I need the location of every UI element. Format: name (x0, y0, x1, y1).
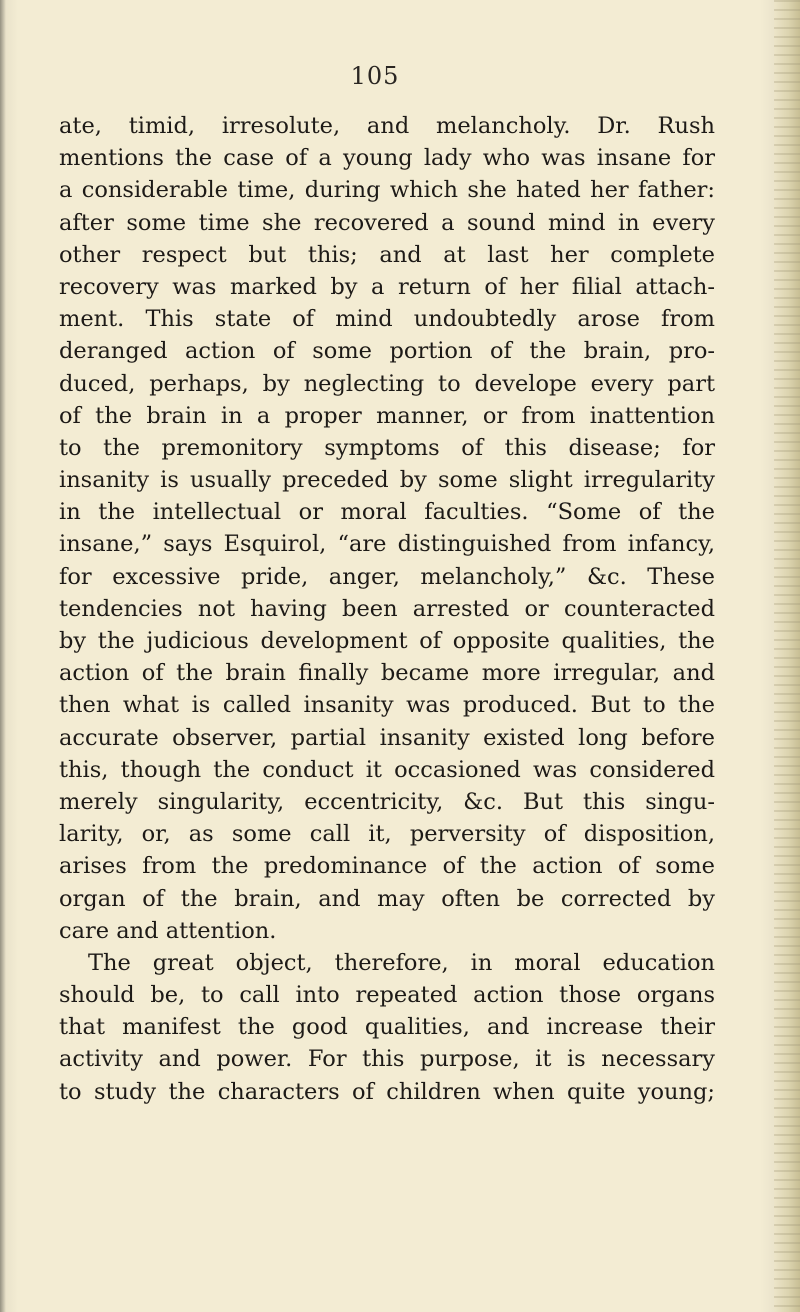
page-number: 105 (350, 62, 400, 90)
text-line: mentions the case of a young lady who was insane for (59, 145, 715, 172)
text-line: this, though the conduct it occasioned was considered (59, 756, 715, 783)
page-gutter-shadow (0, 0, 6, 1312)
page-edge-texture (774, 0, 800, 1312)
text-line: ment. This state of mind undoubtedly arose from (59, 306, 715, 333)
text-line: recovery was marked by a return of her filial attach- (59, 273, 715, 300)
text-line: that manifest the good qualities, and increase their (59, 1014, 715, 1041)
text-line: a considerable time, during which she hated her father: (59, 177, 715, 204)
text-line: ate, timid, irresolute, and melancholy. Dr. Rush (59, 113, 715, 139)
text-line: insanity is usually preceded by some slight irregularity (59, 467, 715, 494)
text-line: larity, or, as some call it, perversity of disposition, (59, 821, 715, 848)
text-line: of the brain in a proper manner, or from inattention (59, 402, 715, 429)
text-line: organ of the brain, and may often be corrected by (59, 885, 715, 912)
text-line: in the intellectual or moral faculties. “Some of the (59, 499, 715, 526)
text-line: then what is called insanity was produced. But to the (59, 692, 715, 719)
text-line: other respect but this; and at last her complete (59, 241, 715, 268)
text-line: to the premonitory symptoms of this disease; for (59, 434, 715, 461)
text-line: to study the characters of children when quite young; (59, 1078, 715, 1105)
body-text (59, 110, 715, 1108)
text-line: duced, perhaps, by neglecting to develope every part (59, 370, 715, 397)
paragraph-start-line: The great object, therefore, in moral education (88, 949, 715, 976)
text-line: by the judicious development of opposite qualities, the (59, 628, 715, 654)
text-line: arises from the predominance of the action of some (59, 853, 715, 880)
text-line: activity and power. For this purpose, it is necessary (59, 1046, 715, 1073)
text-line: tendencies not having been arrested or counteracted (59, 595, 715, 622)
paragraph-end-line: care and attention. (59, 917, 277, 944)
text-line: for excessive pride, anger, melancholy,” &c. These (59, 563, 715, 590)
text-line: action of the brain finally became more irregular, and (59, 660, 715, 687)
text-line: after some time she recovered a sound mind in every (59, 209, 715, 236)
text-line: merely singularity, eccentricity, &c. But this singu- (59, 788, 715, 815)
text-line: deranged action of some portion of the brain, pro- (59, 338, 715, 365)
text-line: insane,” says Esquirol, “are distinguished from infancy, (59, 531, 715, 558)
text-line: accurate observer, partial insanity existed long before (59, 724, 715, 751)
text-line: should be, to call into repeated action those organs (59, 982, 715, 1009)
